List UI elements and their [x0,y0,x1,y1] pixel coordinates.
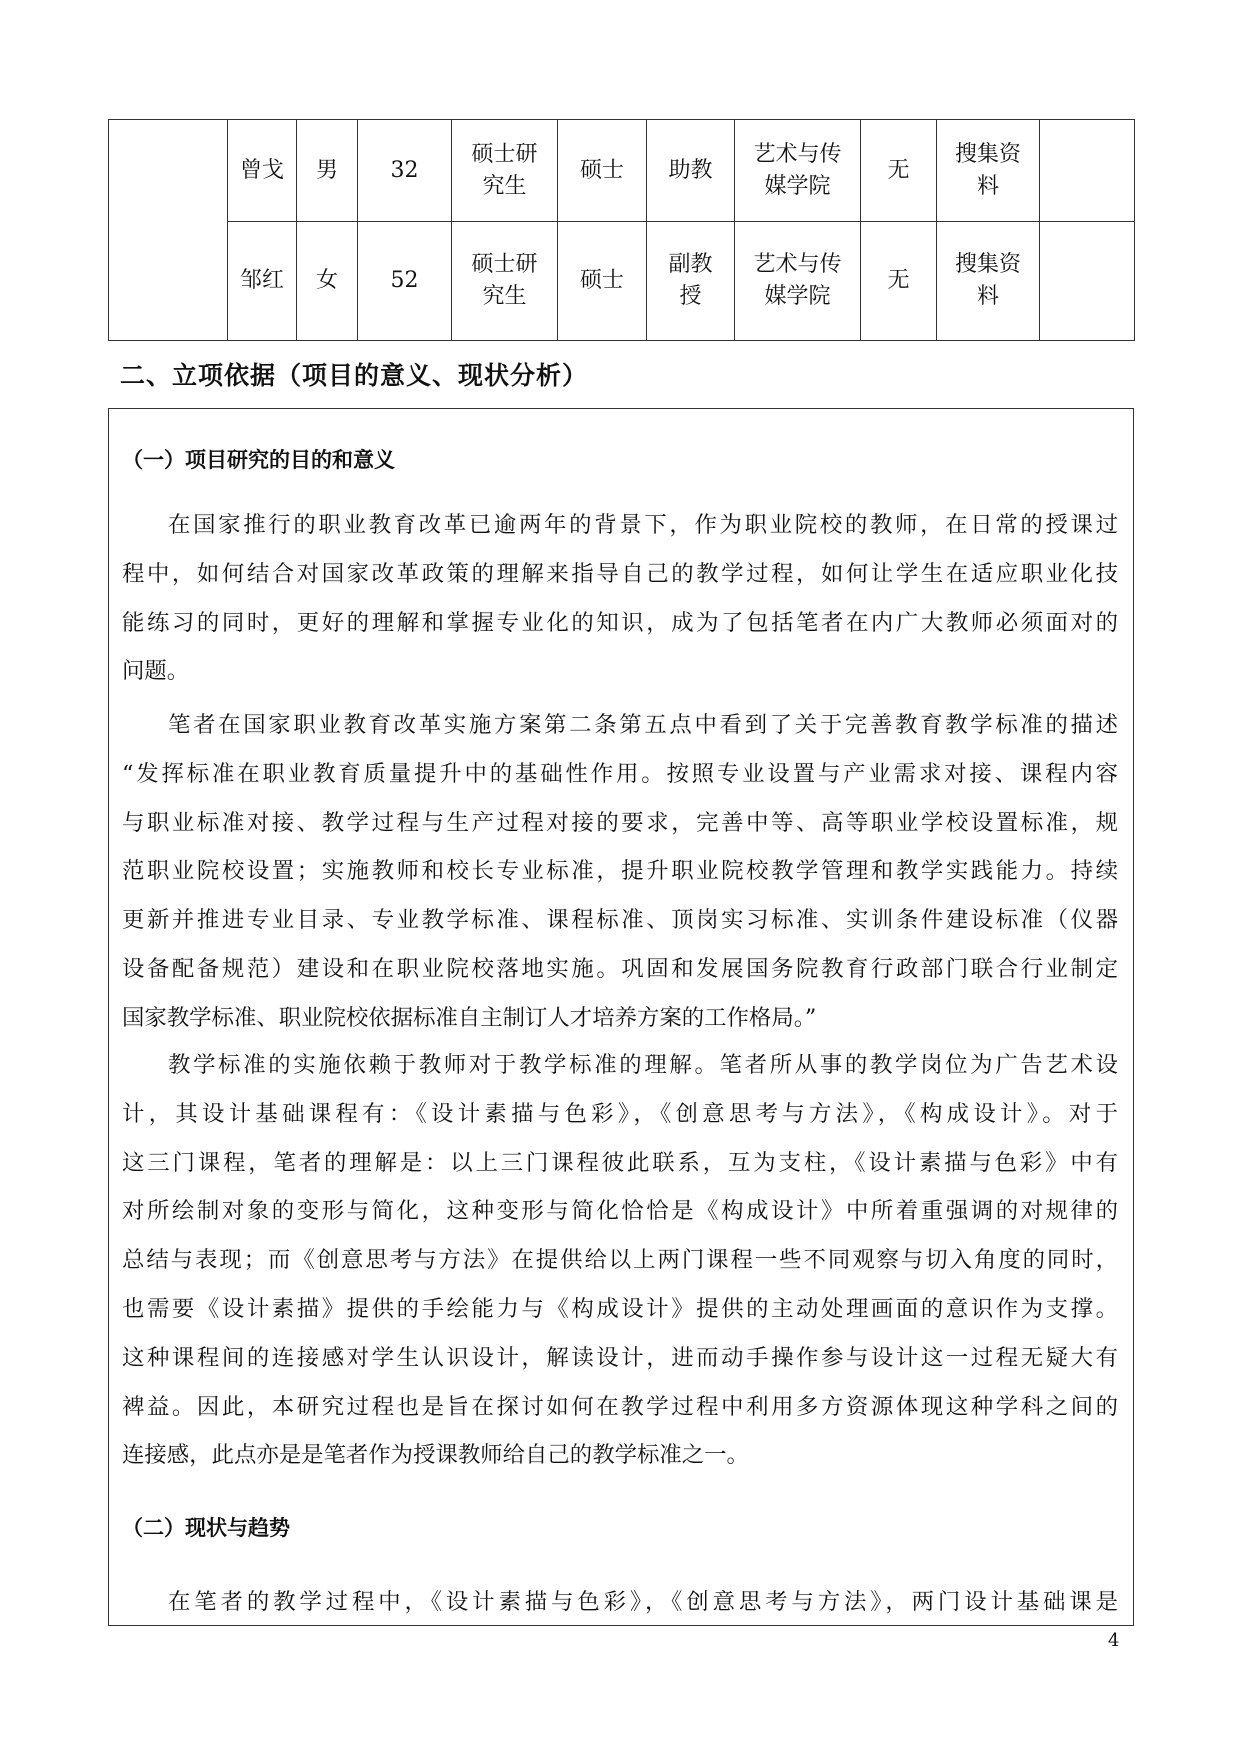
gender-cell: 男 [297,120,358,222]
paragraph-line: 总结与表现；而《创意思考与方法》在提供给以上两门课程一些不同观察与切入角度的同时， [122,1247,1118,1274]
section-title: 二、立项依据（项目的意义、现状分析） [120,361,589,390]
paragraph-line: 这种课程间的连接感对学生认识设计，解读设计，进而动手操作参与设计这一过程无疑大有 [122,1344,1118,1371]
paragraph-line: 计，其设计基础课程有：《设计素描与色彩》，《创意思考与方法》，《构成设计》。对于 [122,1100,1118,1127]
paragraph-line: 笔者在国家职业教育改革实施方案第二条第五点中看到了关于完善教育教学标准的描述 [168,712,1118,738]
task-cell [937,120,1040,222]
education-cell [452,120,558,222]
paragraph-line: 国家教学标准、职业院校依据标准自主制订人才培养方案的工作格局。” [122,1004,817,1031]
unit-text: 艺术与传媒学院 [753,252,842,309]
paragraph-line: 裨益。因此，本研究过程也是旨在探讨如何在教学过程中利用多方资源体现这种学科之间的 [122,1393,1118,1420]
paragraph-line: 对所绘制对象的变形与简化，这种变形与简化恰恰是《构成设计》中所着重强调的对规律的 [122,1198,1118,1225]
paragraph-line: 更新并推进专业目录、专业教学标准、课程标准、顶岗实习标准、实训条件建设标准（仪器 [122,907,1118,934]
unit-cell [735,222,861,341]
gender-cell: 女 [297,222,358,341]
paragraph-line: 教学标准的实施依赖于教师对于教学标准的理解。笔者所从事的教学岗位为广告艺术设 [168,1052,1118,1078]
unit-text: 艺术与传媒学院 [753,141,842,199]
title-text: 助教 [668,157,713,183]
page-number: 4 [1108,1630,1120,1651]
paragraph-line: 与职业标准对接、教学过程与生产过程对接的要求，完善中等、高等职业学校设置标准，规 [122,809,1118,836]
paragraph-line: 在国家推行的职业教育改革已逾两年的背景下，作为职业院校的教师，在日常的授课过 [168,512,1118,538]
extra-cell [1040,222,1135,341]
paragraph-line: 能练习的同时，更好的理解和掌握专业化的知识，成为了包括笔者在内广大教师必须面对的 [122,609,1118,636]
degree-cell: 硕士 [558,120,647,222]
paragraph-line: 也需要《设计素描》提供的手绘能力与《构成设计》提供的主动处理画面的意识作为支撑。 [122,1296,1118,1322]
title-text: 副教授 [668,252,713,309]
extra-cell [1040,120,1135,222]
paragraph-line: 范职业院校设置；实施教师和校长专业标准，提升职业院校教学管理和教学实践能力。持续 [122,858,1118,885]
education-text: 硕士研究生 [471,141,538,199]
other-cell: 无 [861,222,937,341]
paragraph-line: 在笔者的教学过程中，《设计素描与色彩》，《创意思考与方法》，两门设计基础课是 [168,1589,1118,1615]
task-cell [937,222,1040,341]
title-cell [647,222,735,341]
name-cell: 曾戈 [228,120,297,222]
paragraph-line: 问题。 [122,658,190,685]
education-cell [452,222,558,341]
table-row [109,120,1135,222]
blank-cell [109,120,228,341]
education-text: 硕士研究生 [471,252,538,309]
task-text: 搜集资料 [954,141,1021,199]
unit-cell [735,120,861,222]
paragraph-line: 程中，如何结合对国家改革政策的理解来指导自己的教学过程，如何让学生在适应职业化技 [122,560,1118,587]
other-cell: 无 [861,120,937,222]
paragraph-line: 这三门课程，笔者的理解是：以上三门课程彼此联系，互为支柱，《设计素描与色彩》中有 [122,1149,1118,1176]
subsection-title-status: （二）现状与趋势 [122,1516,290,1540]
paragraph-line: 连接感，此点亦是是笔者作为授课教师给自己的教学标准之一。 [122,1442,749,1469]
age-cell: 52 [358,222,452,341]
subsection-title-purpose: （一）项目研究的目的和意义 [122,448,395,472]
task-text: 搜集资料 [954,252,1021,309]
title-cell [647,120,735,222]
table-row [109,222,1135,341]
paragraph-line: 设备配备规范）建设和在职业院校落地实施。巩固和发展国务院教育行政部门联合行业制定 [122,956,1118,982]
name-cell: 邹红 [228,222,297,341]
age-cell: 32 [358,120,452,222]
paragraph-line: “发挥标准在职业教育质量提升中的基础性作用。按照专业设置与产业需求对接、课程内容 [122,760,1118,787]
degree-cell: 硕士 [558,222,647,341]
member-table [108,119,1135,341]
